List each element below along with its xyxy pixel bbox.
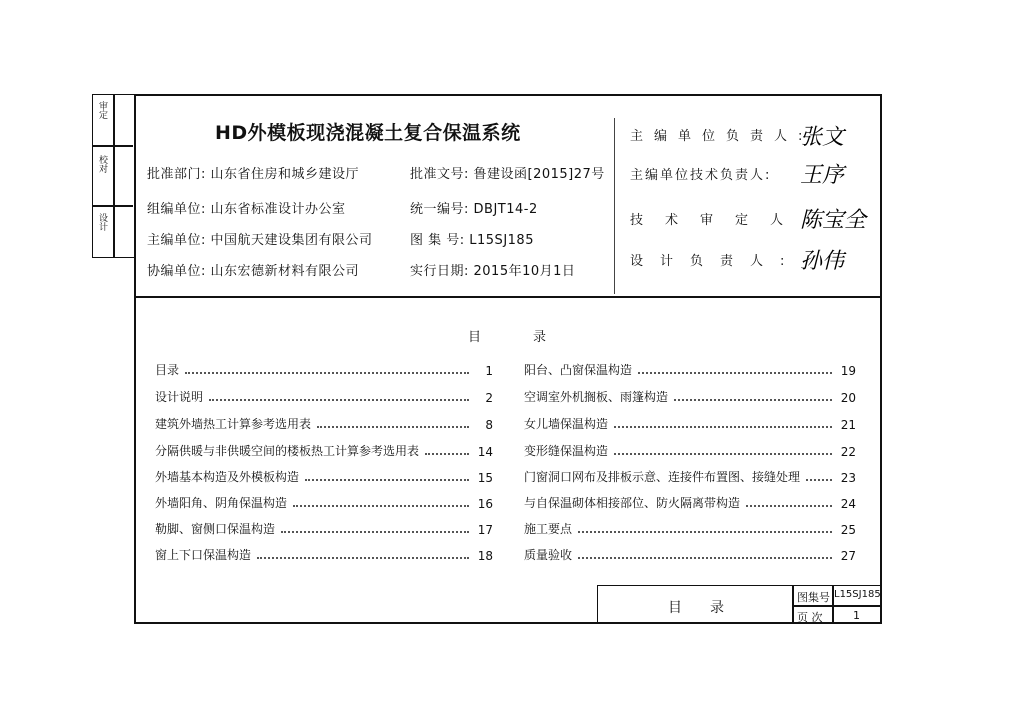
effective-date: 实行日期: 2015年10月1日	[410, 264, 576, 279]
toc-leader	[293, 505, 469, 507]
toc-leader	[578, 557, 832, 559]
toc-item[interactable]	[155, 387, 493, 405]
toc-item-title: 空调室外机搁板、雨篷构造	[524, 390, 669, 404]
toc-item-title: 施工要点	[524, 522, 573, 536]
toc-item[interactable]	[524, 360, 856, 378]
toc-item-title: 阳台、凸窗保温构造	[524, 363, 633, 377]
toc-item[interactable]	[524, 414, 856, 432]
toc-item-title: 质量验收	[524, 548, 573, 562]
toc-item-page: 18	[477, 549, 493, 563]
sheet-title: 目 录	[668, 600, 724, 616]
atlas-value: L15SJ185	[834, 589, 881, 600]
toc-item-title: 外墙基本构造及外模板构造	[155, 470, 300, 484]
approval-dept: 批准部门: 山东省住房和城乡建设厅	[147, 167, 360, 182]
atlas-number: 图 集 号: L15SJ185	[410, 233, 534, 248]
chief-unit: 主编单位: 中国航天建设集团有限公司	[147, 233, 373, 248]
side-stamp-strip	[92, 94, 134, 258]
system-title: HD外模板现浇混凝土复合保温系统	[215, 122, 521, 144]
toc-item[interactable]	[524, 519, 856, 537]
toc-leader	[281, 531, 469, 533]
toc-item-page: 20	[840, 391, 856, 405]
toc-item-page: 14	[477, 445, 493, 459]
toc-item-page: 24	[840, 497, 856, 511]
org-unit: 组编单位: 山东省标准设计办公室	[147, 202, 346, 217]
toc-heading: 目 录	[468, 330, 547, 345]
toc-leader	[425, 453, 469, 455]
signature: 陈宝全	[800, 208, 867, 233]
toc-item[interactable]	[524, 545, 856, 563]
approval-number: 批准文号: 鲁建设函[2015]27号	[410, 167, 605, 182]
toc-item-title: 勒脚、窗侧口保温构造	[155, 522, 276, 536]
toc-leader	[317, 426, 469, 428]
toc-leader	[614, 426, 832, 428]
toc-item-page: 1	[485, 364, 493, 378]
toc-item-page: 17	[477, 523, 493, 537]
responsible-label: 设计负责人:	[630, 254, 802, 269]
toc-item-title: 变形缝保温构造	[524, 444, 609, 458]
toc-item[interactable]	[155, 493, 493, 511]
responsible-label: 技术审定人:	[630, 213, 832, 228]
toc-item-page: 19	[840, 364, 856, 378]
toc-item[interactable]	[524, 441, 856, 459]
toc-item[interactable]	[155, 414, 493, 432]
toc-item-page: 8	[485, 418, 493, 432]
toc-item-page: 21	[840, 418, 856, 432]
toc-item-title: 窗上下口保温构造	[155, 548, 252, 562]
toc-item-title: 分隔供暖与非供暖空间的楼板热工计算参考选用表	[155, 444, 420, 458]
toc-leader	[578, 531, 832, 533]
toc-item-title: 女儿墙保温构造	[524, 417, 609, 431]
toc-item[interactable]	[155, 545, 493, 563]
toc-item-page: 22	[840, 445, 856, 459]
side-stamp-item: 审定	[97, 101, 107, 119]
toc-item-page: 27	[840, 549, 856, 563]
toc-item-title: 外墙阳角、阴角保温构造	[155, 496, 288, 510]
toc-item[interactable]	[524, 493, 856, 511]
atlas-label: 图集号	[797, 591, 830, 604]
side-stamp-item: 设计	[97, 213, 107, 231]
side-stamp-item: 校对	[97, 155, 107, 173]
toc-leader	[185, 372, 469, 374]
toc-leader	[305, 479, 469, 481]
responsibility-divider	[614, 118, 615, 294]
page-label: 页 次	[797, 611, 823, 624]
co-unit: 协编单位: 山东宏德新材料有限公司	[147, 264, 360, 279]
signature: 王序	[800, 163, 845, 188]
toc-leader	[746, 505, 832, 507]
toc-item[interactable]	[155, 467, 493, 485]
unified-number: 统一编号: DBJT14-2	[410, 202, 538, 217]
toc-item-title: 设计说明	[155, 390, 204, 404]
responsible-label: 主编单位技术负责人:	[630, 168, 772, 183]
toc-item-page: 2	[485, 391, 493, 405]
toc-item[interactable]	[524, 467, 856, 485]
toc-item[interactable]	[155, 519, 493, 537]
signature: 张文	[800, 125, 845, 150]
toc-item-title: 门窗洞口网布及排板示意、连接件布置图、接缝处理	[524, 470, 801, 484]
toc-leader	[638, 372, 832, 374]
toc-item-title: 目录	[155, 363, 180, 377]
toc-item[interactable]	[155, 441, 493, 459]
toc-item[interactable]	[524, 387, 856, 405]
toc-leader	[257, 557, 469, 559]
responsible-label: 主编单位负责人:	[630, 129, 814, 144]
toc-item-page: 25	[840, 523, 856, 537]
toc-leader	[674, 399, 832, 401]
toc-item-page: 16	[477, 497, 493, 511]
toc-leader	[209, 399, 469, 401]
toc-leader	[614, 453, 832, 455]
title-block	[597, 585, 882, 624]
toc-item-page: 15	[477, 471, 493, 485]
toc-item-page: 23	[840, 471, 856, 485]
toc-item[interactable]	[155, 360, 493, 378]
toc-item-title: 建筑外墙热工计算参考选用表	[155, 417, 312, 431]
signature: 孙伟	[800, 249, 845, 274]
page-value: 1	[853, 609, 860, 622]
toc-item-title: 与自保温砌体相接部位、防火隔离带构造	[524, 496, 741, 510]
toc-leader	[806, 479, 832, 481]
header-divider	[134, 296, 882, 298]
